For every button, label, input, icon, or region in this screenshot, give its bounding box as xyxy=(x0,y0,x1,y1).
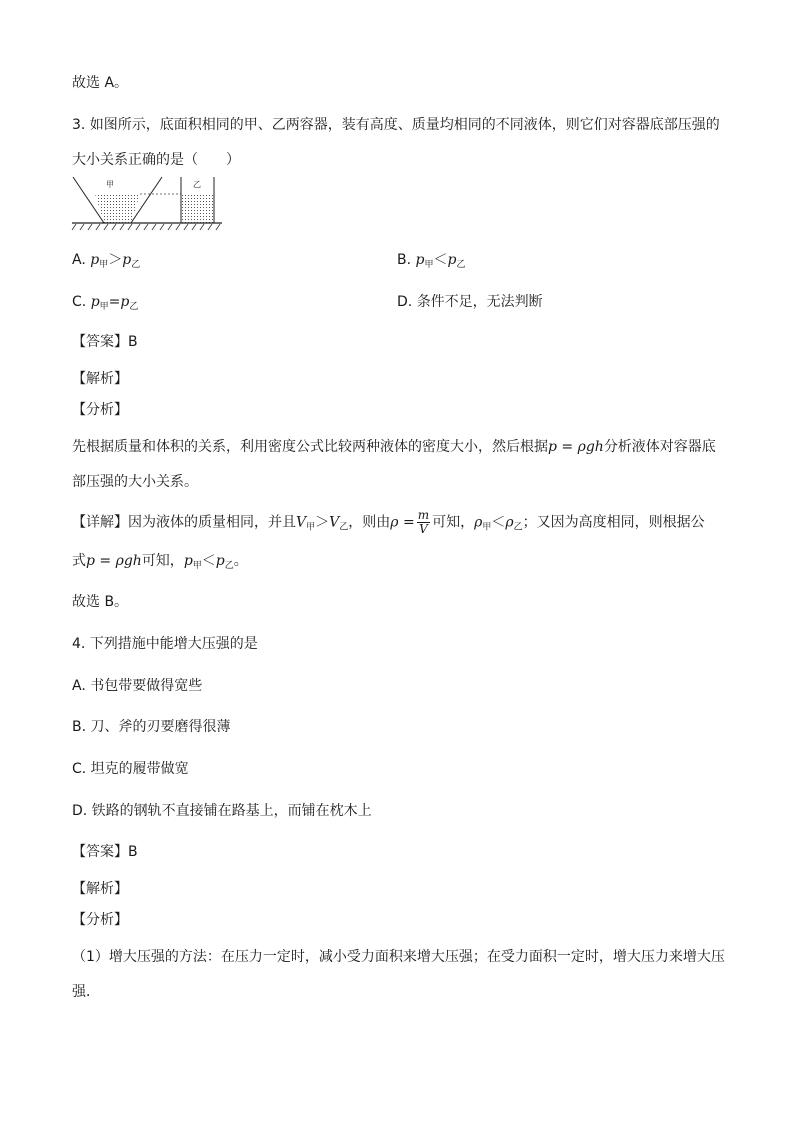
density-fraction: $\frac{m}{V}$ xyxy=(417,508,430,536)
q3-detail-line1: 【详解】因为液体的质量相同，并且$V_甲>V_乙$，则由ρ = $\frac{m}{V}$ 可知，$\rho_甲<\rho_乙$；又因为高度相同，则根据公 xyxy=(72,508,705,536)
q3-detail-line2: 式p = ρgh可知，$p_甲<p_乙$。 xyxy=(72,553,248,571)
q3-option-a: A. $p_甲>p_乙$ xyxy=(72,252,141,270)
q3-fenxi-heading: 【分析】 xyxy=(72,402,128,418)
q3-analysis-line1: 先根据质量和体积的关系，利用密度公式比较两种液体的密度大小，然后根据p = ρgh分析液体对容器底 xyxy=(72,439,716,455)
q4-option-c: C. 坦克的履带做宽 xyxy=(72,761,189,777)
q4-analysis-line2: 强． xyxy=(72,984,100,1000)
q3-stem-line1: 3. 如图所示，底面积相同的甲、乙两容器，装有高度、质量均相同的不同液体，则它们对容器底部压强的 xyxy=(72,117,720,133)
q3-option-d: D. 条件不足，无法判断 xyxy=(397,294,543,310)
q4-option-b: B. 刀、斧的刃要磨得很薄 xyxy=(72,719,231,735)
label-jia: 甲 xyxy=(106,180,114,189)
q4-analysis-line1: （1）增大压强的方法：在压力一定时，减小受力面积来增大压强；在受力面积一定时，增大压力来增大压 xyxy=(72,949,725,965)
q4-answer: 【答案】B xyxy=(72,844,138,860)
label-yi: 乙 xyxy=(193,180,201,189)
q3-conclusion: 故选 B。 xyxy=(72,594,129,610)
q4-option-a: A. 书包带要做得宽些 xyxy=(72,678,203,694)
q3-analysis-line2: 部压强的大小关系。 xyxy=(72,474,198,490)
q3-containers-figure xyxy=(70,176,225,232)
q4-option-d: D. 铁路的钢轨不直接铺在路基上，而铺在枕木上 xyxy=(72,803,372,819)
ground-hatching xyxy=(72,224,220,230)
q3-answer: 【答案】B xyxy=(72,334,138,350)
container-jia-liquid xyxy=(95,194,140,223)
q4-jiexi-heading: 【解析】 xyxy=(72,881,128,897)
q3-jiexi-heading: 【解析】 xyxy=(72,371,128,387)
q4-stem: 4. 下列措施中能增大压强的是 xyxy=(72,636,258,652)
q3-option-b: B. $p_甲<p_乙$ xyxy=(397,252,466,270)
container-yi-liquid xyxy=(181,194,214,223)
q4-fenxi-heading: 【分析】 xyxy=(72,912,128,928)
q3-option-c: C. $p_甲=p_乙$ xyxy=(72,294,139,312)
q2-conclusion: 故选 A。 xyxy=(72,75,129,91)
q3-stem-line2: 大小关系正确的是（ ） xyxy=(72,152,240,168)
